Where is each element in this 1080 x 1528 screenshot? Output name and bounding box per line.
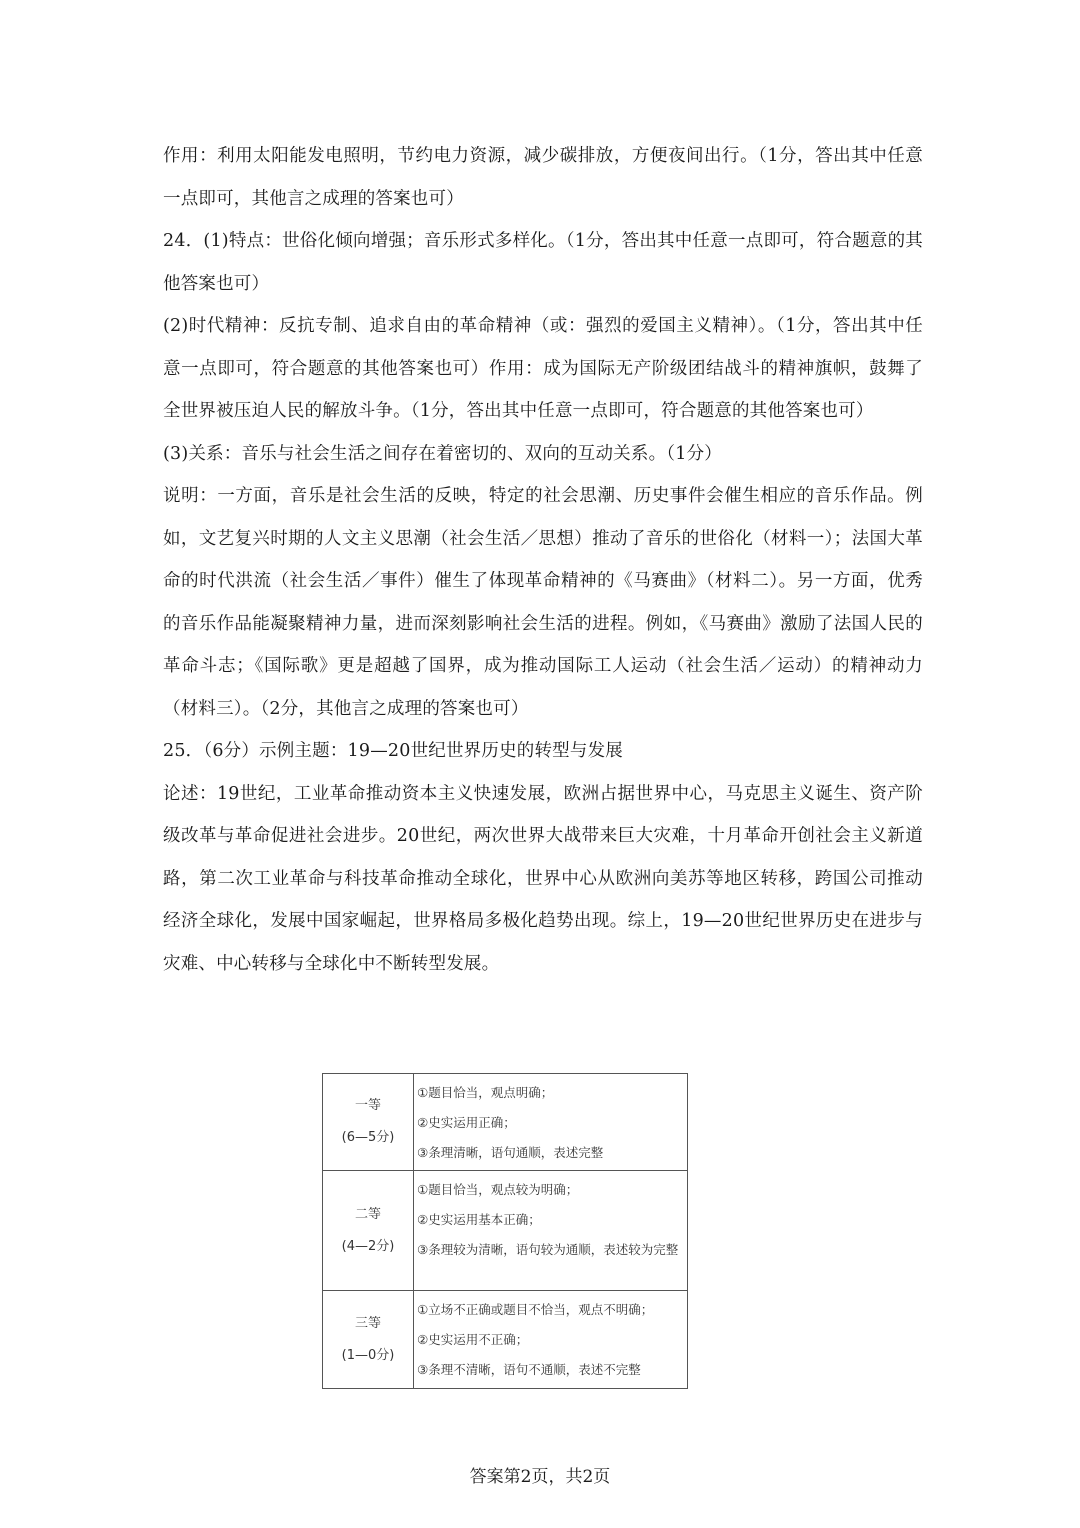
criterion: ①立场不正确或题目不恰当，观点不明确； — [417, 1302, 654, 1317]
criterion: ①题目恰当，观点明确； — [417, 1085, 554, 1100]
grading-row — [323, 1291, 688, 1389]
page-footer: 答案第2页，共2页 — [469, 1467, 611, 1487]
grade-cell — [323, 1074, 414, 1171]
answer-paragraph: 25．（6分）示例主题：19—20世纪世界历史的转型与发展 — [163, 741, 623, 761]
criterion: ①题目恰当，观点较为明确； — [417, 1182, 579, 1197]
grade-cell — [323, 1171, 414, 1291]
criterion: ②史实运用不正确； — [417, 1332, 529, 1347]
criterion: ②史实运用正确； — [417, 1115, 516, 1130]
answer-paragraph: (2)时代精神：反抗专制、追求自由的革命精神（或：强烈的爱国主义精神）。（1分，答出其中任意一点即可，符合题意的其他答案也可）作用：成为国际无产阶级团结战斗的精神旗帜，鼓舞了全世界被压迫人民的解放斗争。（1分，答出其中任意一点即可，符合题意的其他答案也可） — [163, 316, 923, 421]
grade-score: (4—2分) — [341, 1238, 395, 1254]
criteria-cell — [414, 1171, 688, 1291]
answer-paragraph: (3)关系：音乐与社会生活之间存在着密切的、双向的互动关系。（1分） — [163, 443, 722, 464]
criterion: ②史实运用基本正确； — [417, 1212, 541, 1227]
grade-name: 三等 — [354, 1315, 381, 1331]
grade-score: (6—5分) — [341, 1130, 395, 1145]
grade-name: 二等 — [354, 1206, 381, 1222]
grading-table — [322, 1073, 688, 1389]
grading-row — [323, 1171, 688, 1291]
grade-name: 一等 — [354, 1098, 381, 1113]
criterion: ③条理清晰，语句通顺，表述完整 — [417, 1145, 604, 1160]
grade-cell — [323, 1291, 414, 1389]
criteria-cell — [414, 1074, 688, 1171]
answer-paragraph: 作用：利用太阳能发电照明，节约电力资源，减少碳排放，方便夜间出行。（1分，答出其中任意一点即可，其他言之成理的答案也可） — [163, 146, 923, 209]
answer-paragraph: 24．(1)特点：世俗化倾向增强；音乐形式多样化。（1分，答出其中任意一点即可，符合题意的其他答案也可） — [163, 231, 923, 294]
answer-content — [163, 135, 923, 985]
grade-score: (1—0分) — [341, 1347, 395, 1363]
criteria-cell — [414, 1291, 688, 1389]
answer-paragraph: 说明：一方面，音乐是社会生活的反映，特定的社会思潮、历史事件会催生相应的音乐作品。例如，文艺复兴时期的人文主义思潮（社会生活／思想）推动了音乐的世俗化（材料一）；法国大革命的时代洪流（社会生活／事件）催生了体现革命精神的《马赛曲》（材料二）。另一方面，优秀的音乐作品能凝聚精神力量，进而深刻影响社会生活的进程。例如，《马赛曲》激励了法国人民的革命斗志；《国际歌》更是超越了国界，成为推动国际工人运动（社会生活／运动）的精神动力（材料三）。（2分，其他言之成理的答案也可） — [163, 486, 923, 719]
answer-paragraph: 论述：19世纪，工业革命推动资本主义快速发展，欧洲占据世界中心，马克思主义诞生、资产阶级改革与革命促进社会进步。20世纪，两次世界大战带来巨大灾难，十月革命开创社会主义新道路，第二次工业革命与科技革命推动全球化，世界中心从欧洲向美苏等地区转移，跨国公司推动经济全球化，发展中国家崛起，世界格局多极化趋势出现。综上，19—20世纪世界历史在进步与灾难、中心转移与全球化中不断转型发展。 — [163, 783, 923, 974]
criterion: ③条理较为清晰，语句较为通顺，表述较为完整 — [417, 1242, 679, 1257]
criterion: ③条理不清晰，语句不通顺，表述不完整 — [417, 1362, 641, 1377]
grading-row — [323, 1074, 688, 1171]
